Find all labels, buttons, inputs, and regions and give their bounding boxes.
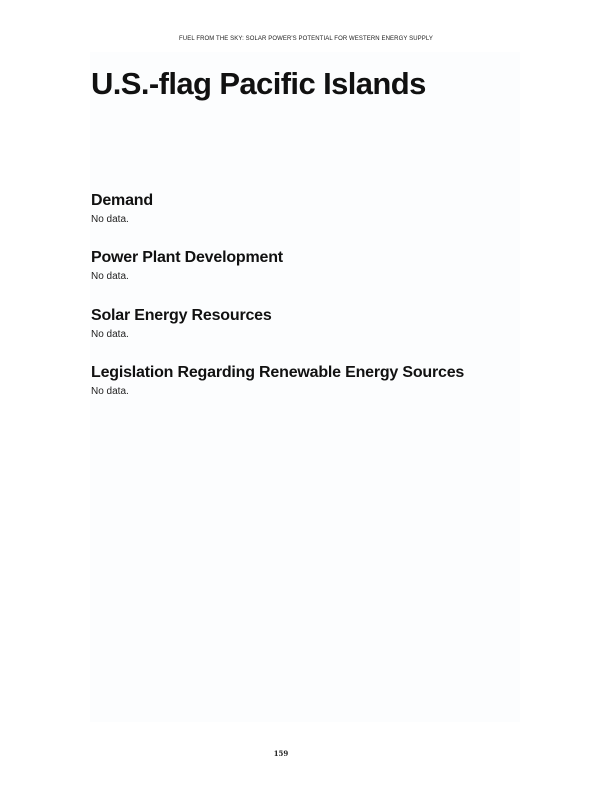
section-body: No data. bbox=[91, 386, 129, 397]
section-heading: Power Plant Development bbox=[91, 249, 283, 266]
page-number: 159 bbox=[273, 749, 289, 758]
section-solar-energy-resources bbox=[91, 306, 511, 341]
section-demand bbox=[91, 191, 511, 226]
section-body: No data. bbox=[91, 214, 129, 225]
section-body: No data. bbox=[91, 271, 129, 282]
section-heading: Solar Energy Resources bbox=[91, 307, 272, 324]
running-header: FUEL FROM THE SKY: SOLAR POWER'S POTENTIAL FOR WESTERN ENERGY SUPPLY bbox=[179, 36, 433, 42]
section-legislation bbox=[91, 363, 511, 398]
section-body: No data. bbox=[91, 329, 129, 340]
section-power-plant-development bbox=[91, 248, 511, 283]
section-heading: Demand bbox=[91, 192, 153, 209]
page-title: U.S.-flag Pacific Islands bbox=[91, 66, 426, 101]
section-heading: Legislation Regarding Renewable Energy Sources bbox=[91, 364, 465, 381]
